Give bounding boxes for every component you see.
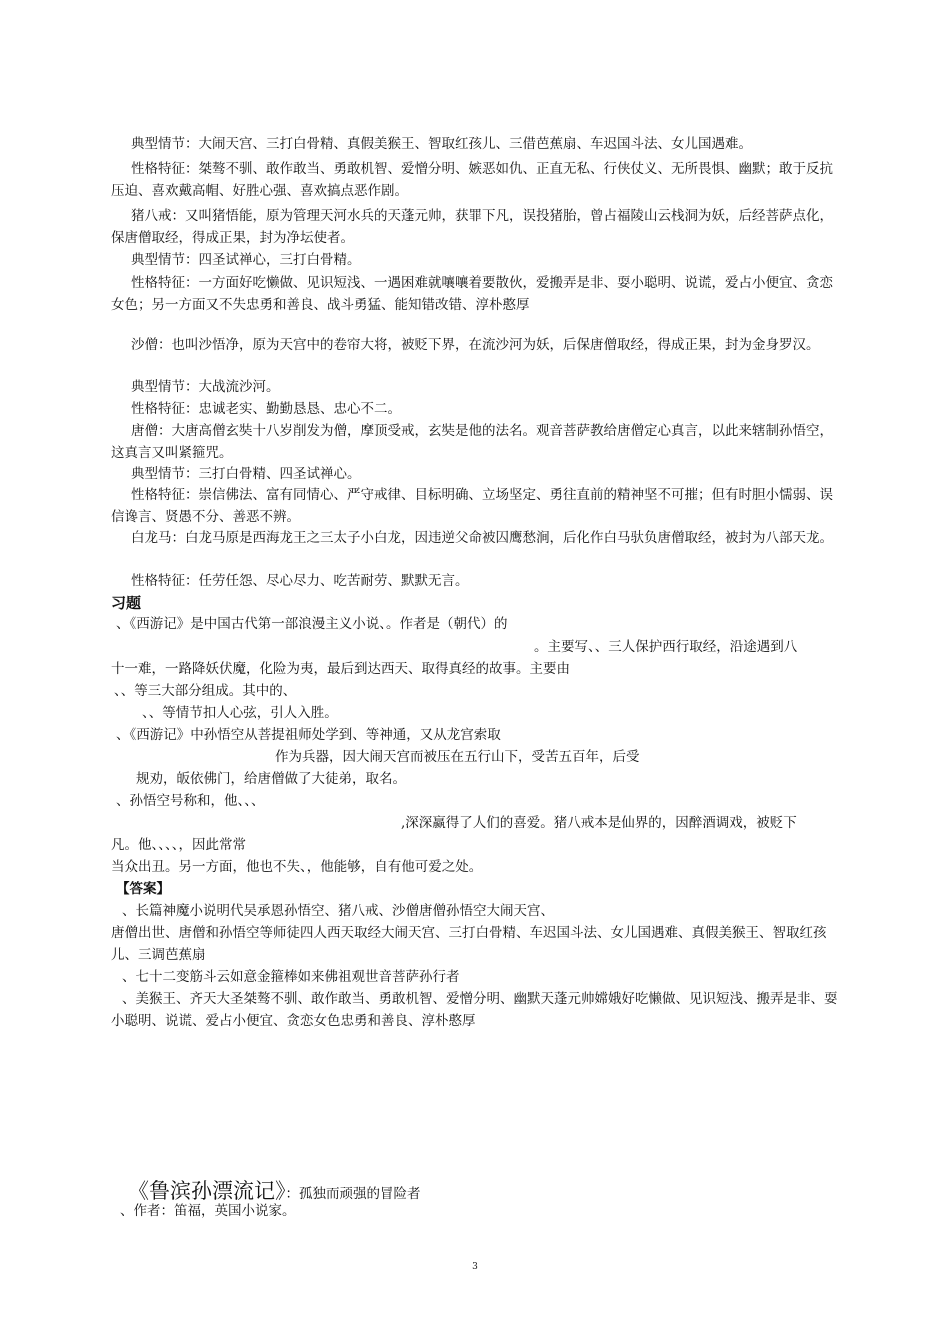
zhu-traits: 性格特征：一方面好吃懒做、见识短浅、一遇困难就嚷嚷着要散伙，爱搬弄是非、耍小聪明、说谎，爱占小便宜、贪恋女色；另一方面又不失忠勇和善良、战斗勇猛、能知错改错、淳朴憨厚 [111, 275, 833, 313]
book-title: 《鲁滨孙漂流记》 [128, 1179, 286, 1203]
author-line: 、作者：笛福，英国小说家。 [120, 1203, 296, 1219]
book-subtitle: ：孤独而顽强的冒险者 [285, 1186, 421, 1202]
answer-1: 、长篇神魔小说明代吴承恩孙悟空、猪八戒、沙僧唐僧孙悟空大闹天宫、 [122, 903, 554, 919]
answer-1-cont: 唐僧出世、唐僧和孙悟空等师徒四人西天取经大闹天宫、三打白骨精、车迟国斗法、女儿国遇难、真假美猴王、智取红孩儿、三调芭蕉扇 [111, 925, 827, 963]
exercises-heading: 习题 [111, 594, 142, 612]
zhu-intro: 猪八戒：又叫猪悟能，原为管理天河水兵的天蓬元帅，获罪下凡，误投猪胎，曾占福陵山云栈洞为妖，后经菩萨点化，保唐僧取经，得成正果，封为净坛使者。 [111, 208, 833, 246]
tang-intro: 唐僧：大唐高僧玄奘十八岁削发为僧，摩顶受戒，玄奘是他的法名。观音菩萨教给唐僧定心真言，以此来辖制孙悟空，这真言又叫紧箍咒。 [111, 423, 833, 461]
page-number: 3 [472, 1262, 478, 1272]
bailong-traits: 性格特征：任劳任怨、尽心尽力、吃苦耐劳、默默无言。 [131, 573, 469, 589]
sha-plot: 典型情节：大战流沙河。 [131, 379, 280, 395]
exercise-1-line-2-start: 。主要写、、三人保护西行取经，沿途遇到八 [534, 639, 798, 655]
exercise-3-line-2-cont: 凡。他、、、、，因此常常 [111, 837, 246, 853]
exercise-1-line-3: 、、等三大部分组成。其中的、 [114, 683, 297, 699]
answer-3: 、美猴王、齐天大圣桀骜不驯、敢作敢当、勇敢机智、爱憎分明、幽默天蓬元帅嫦娥好吃懒做、见识短浅、搬弄是非、耍小聪明、说谎、爱占小便宜、贪恋女色忠勇和善良、淳朴憨厚 [111, 991, 838, 1029]
sun-plot: 典型情节：大闹天宫、三打白骨精、真假美猴王、智取红孩儿、三借芭蕉扇、车迟国斗法、女儿国遇难。 [131, 136, 752, 152]
exercise-3-line-1: 、孙悟空号称和，他、、、 [116, 793, 265, 809]
answer-2: 、七十二变筋斗云如意金箍棒如来佛祖观世音菩萨孙行者 [122, 969, 460, 985]
answers-heading: 【答案】 [116, 881, 170, 897]
tang-traits: 性格特征：崇信佛法、富有同情心、严守戒律、目标明确、立场坚定、勇往直前的精神坚不可摧；但有时胆小懦弱、误信谗言、贤愚不分、善恶不辨。 [111, 487, 833, 525]
exercise-2-line-1: 、《西游记》中孙悟空从菩提祖师处学到、等神通，又从龙宫索取 [116, 727, 501, 743]
exercise-1-line-4: 、、等情节扣人心弦，引人入胜。 [142, 705, 338, 721]
tang-plot: 典型情节：三打白骨精、四圣试禅心。 [131, 466, 361, 482]
sha-intro: 沙僧：也叫沙悟净，原为天宫中的卷帘大将，被贬下界，在流沙河为妖，后保唐僧取经，得成正果，封为金身罗汉。 [131, 337, 820, 353]
exercise-1-line-1: 、《西游记》是中国古代第一部浪漫主义小说、。作者是（朝代）的 [116, 616, 508, 632]
zhu-plot: 典型情节：四圣试禅心，三打白骨精。 [131, 252, 361, 268]
sun-traits: 性格特征：桀骜不驯、敢作敢当、勇敢机智、爱憎分明、嫉恶如仇、正直无私、行侠仗义、无所畏惧、幽默；敢于反抗压迫、喜欢戴高帽、好胜心强、喜欢搞点恶作剧。 [111, 161, 833, 199]
exercise-2-line-3: 规劝，皈依佛门，给唐僧做了大徒弟，取名。 [136, 771, 406, 787]
sha-traits: 性格特征：忠诚老实、勤勤恳恳、忠心不二。 [131, 401, 401, 417]
bailong-intro: 白龙马：白龙马原是西海龙王之三太子小白龙，因违逆父命被囚鹰愁涧，后化作白马驮负唐僧取经，被封为八部天龙。 [131, 530, 833, 546]
exercise-2-line-2: 作为兵器，因大闹天宫而被压在五行山下，受苦五百年，后受 [275, 749, 640, 765]
exercise-3-line-2-start: ,深深赢得了人们的喜爱。猪八戒本是仙界的，因醉酒调戏，被贬下 [401, 815, 797, 831]
exercise-1-line-2-cont: 十一难，一路降妖伏魔，化险为夷，最后到达西天、取得真经的故事。主要由 [111, 661, 570, 677]
exercise-3-line-3: 当众出丑。另一方面，他也不失、，他能够，自有他可爱之处。 [111, 859, 483, 875]
